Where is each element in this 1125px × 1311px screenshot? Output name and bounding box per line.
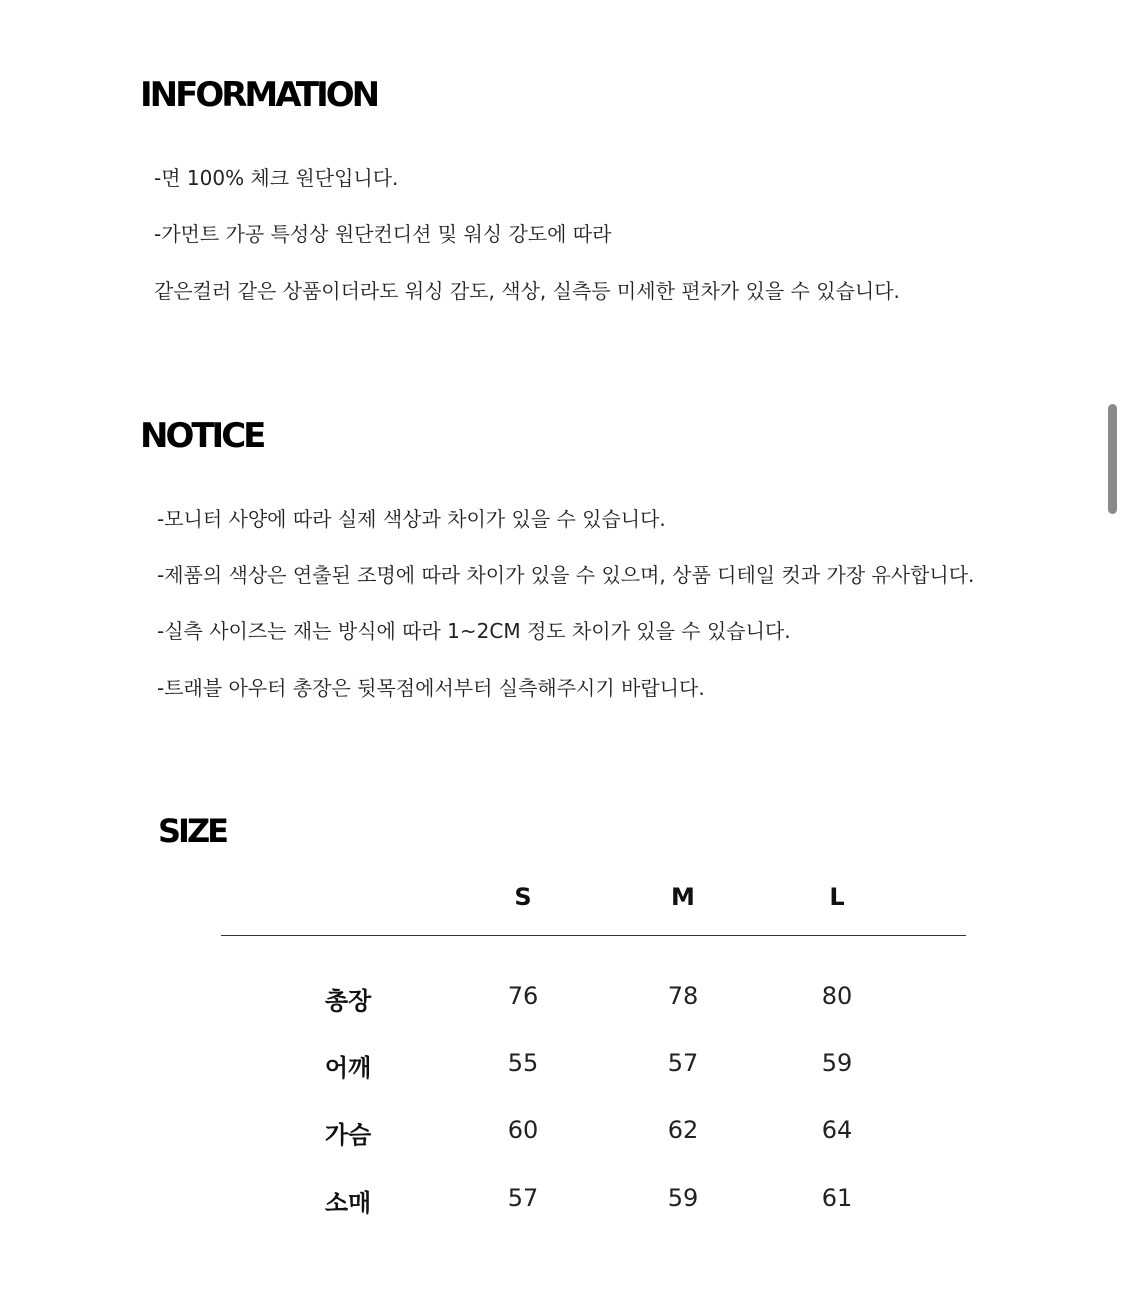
- notice-line: -제품의 색상은 연출된 조명에 따라 차이가 있을 수 있으며, 상품 디테일 컷과 가장 유사합니다.: [157, 563, 975, 587]
- table-cell: 59: [667, 1184, 699, 1212]
- table-cell: 78: [667, 982, 699, 1010]
- information-heading: INFORMATION: [140, 75, 378, 115]
- table-cell: 80: [821, 982, 853, 1010]
- notice-line: -모니터 사양에 따라 실제 색상과 차이가 있을 수 있습니다.: [157, 507, 666, 531]
- size-column-header-m: M: [671, 883, 695, 911]
- table-cell: 64: [821, 1116, 853, 1144]
- table-cell: 76: [507, 982, 539, 1010]
- size-heading: SIZE: [158, 812, 227, 850]
- information-line: -면 100% 체크 원단입니다.: [154, 166, 399, 190]
- table-cell: 61: [821, 1184, 853, 1212]
- notice-line: -실측 사이즈는 재는 방식에 따라 1~2CM 정도 차이가 있을 수 있습니다.: [157, 619, 791, 643]
- row-label-sleeve: 소매: [324, 1189, 372, 1217]
- notice-line: -트래블 아우터 총장은 뒷목점에서부터 실측해주시기 바랍니다.: [157, 676, 705, 700]
- information-line: -가먼트 가공 특성상 원단컨디션 및 워싱 강도에 따라: [154, 222, 612, 246]
- table-cell: 55: [507, 1049, 539, 1077]
- table-cell: 57: [667, 1049, 699, 1077]
- size-column-header-l: L: [829, 883, 845, 911]
- table-cell: 59: [821, 1049, 853, 1077]
- table-cell: 57: [507, 1184, 539, 1212]
- row-label-length: 총장: [324, 987, 372, 1015]
- scrollbar[interactable]: [1108, 404, 1117, 514]
- table-cell: 60: [507, 1116, 539, 1144]
- table-cell: 62: [667, 1116, 699, 1144]
- row-label-chest: 가슴: [324, 1121, 372, 1149]
- notice-heading: NOTICE: [140, 416, 264, 456]
- row-label-shoulder: 어깨: [324, 1054, 372, 1082]
- table-divider: [221, 935, 966, 936]
- size-column-header-s: S: [514, 883, 532, 911]
- information-line: 같은컬러 같은 상품이더라도 워싱 감도, 색상, 실측등 미세한 편차가 있을 수 있습니다.: [154, 279, 900, 303]
